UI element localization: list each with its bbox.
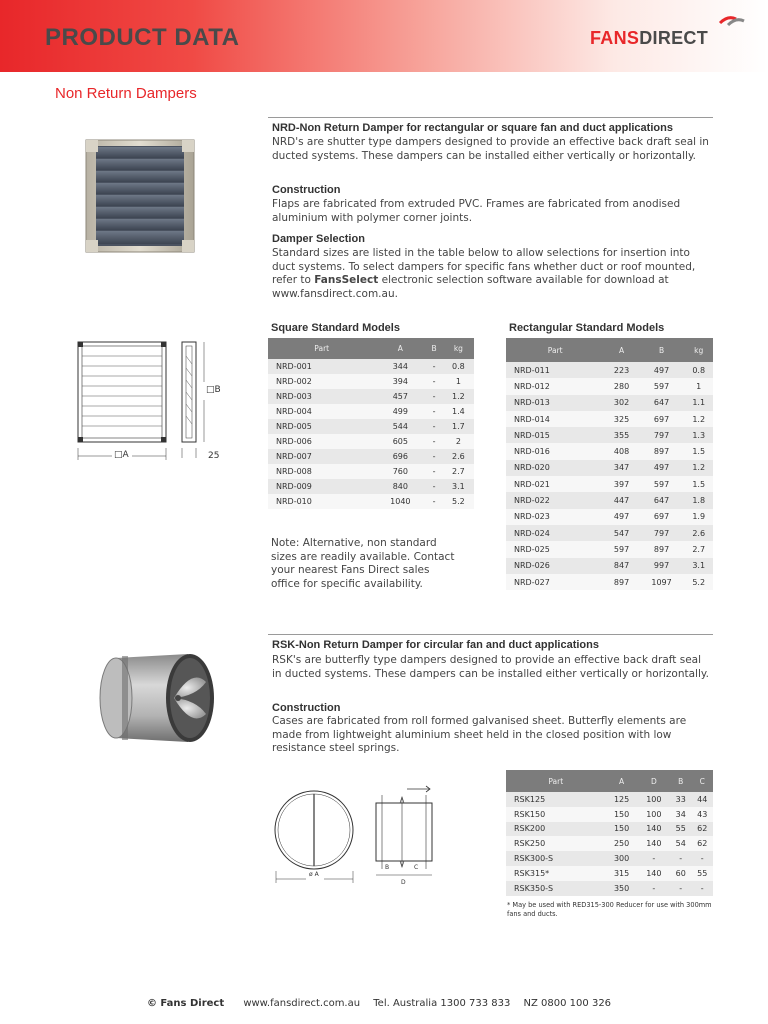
table-row xyxy=(506,822,713,837)
value-cell: 2.6 xyxy=(443,449,474,464)
value-cell: 2.7 xyxy=(684,541,713,557)
part-cell: NRD-012 xyxy=(506,378,604,394)
logo-fan-icon xyxy=(718,13,746,27)
part-cell: NRD-009 xyxy=(268,479,375,494)
nrd-intro: NRD's are shutter type dampers designed to provide an effective back draft seal in ducted systems. These dampers can be installed either vertically or horizontally. xyxy=(272,136,709,162)
col-header: kg xyxy=(684,338,713,362)
part-cell: NRD-020 xyxy=(506,460,604,476)
value-cell: 797 xyxy=(639,525,685,541)
rsk-intro: RSK's are butterfly type dampers designed to provide an effective back draft seal in ducted systems. These dampers can be installed either vertically or horizontally. xyxy=(272,654,709,680)
value-cell: 325 xyxy=(604,411,638,427)
table-row xyxy=(506,427,713,443)
value-cell: 760 xyxy=(375,464,425,479)
table-row xyxy=(268,419,474,434)
part-cell: NRD-021 xyxy=(506,476,604,492)
value-cell: 55 xyxy=(670,822,692,837)
value-cell: 43 xyxy=(691,807,713,822)
rsk-construction-text: Cases are fabricated from roll formed galvanised sheet. Butterfly elements are made from lightweight aluminium sheet held in the closed position with low resistance steel springs. xyxy=(272,715,687,755)
value-cell: 1040 xyxy=(375,494,425,509)
rsk-models-table xyxy=(506,770,713,896)
fansselect-label: FansSelect xyxy=(314,274,379,287)
part-cell: RSK125 xyxy=(506,792,605,807)
value-cell: 840 xyxy=(375,479,425,494)
table-row xyxy=(268,494,474,509)
value-cell: 33 xyxy=(670,792,692,807)
table-row xyxy=(268,389,474,404)
part-cell: NRD-024 xyxy=(506,525,604,541)
col-header: B xyxy=(670,770,692,792)
nrd-construction-text: Flaps are fabricated from extruded PVC. Frames are fabricated from anodised aluminium with polymer corner joints. xyxy=(272,198,681,224)
fans-direct-logo xyxy=(590,28,708,49)
footer xyxy=(0,998,768,1009)
value-cell: 44 xyxy=(691,792,713,807)
value-cell: 350 xyxy=(605,881,637,896)
value-cell: - xyxy=(425,494,443,509)
value-cell: 897 xyxy=(639,443,685,459)
value-cell: 394 xyxy=(375,374,425,389)
value-cell: 497 xyxy=(604,509,638,525)
value-cell: 847 xyxy=(604,558,638,574)
part-cell: NRD-004 xyxy=(268,404,375,419)
value-cell: 1.1 xyxy=(684,395,713,411)
value-cell: - xyxy=(425,374,443,389)
value-cell: 547 xyxy=(604,525,638,541)
value-cell: 140 xyxy=(638,822,670,837)
value-cell: 697 xyxy=(639,509,685,525)
value-cell: 223 xyxy=(604,362,638,378)
value-cell: 302 xyxy=(604,395,638,411)
value-cell: 1.3 xyxy=(684,427,713,443)
rsk-diagram-label-c: C xyxy=(414,864,419,871)
col-header: kg xyxy=(443,338,474,359)
value-cell: - xyxy=(691,881,713,896)
square-table-title: Square Standard Models xyxy=(271,322,400,334)
value-cell: 5.2 xyxy=(684,574,713,590)
value-cell: - xyxy=(425,479,443,494)
nrd-diagram-label-b: □B xyxy=(206,385,221,395)
value-cell: 62 xyxy=(691,822,713,837)
rsk-diagram-label-a: ø A xyxy=(309,871,319,878)
value-cell: 499 xyxy=(375,404,425,419)
logo-fans: FANS xyxy=(590,28,640,48)
table-row xyxy=(506,574,713,590)
rsk-dimension-diagram xyxy=(272,785,442,890)
value-cell: 62 xyxy=(691,836,713,851)
table-row xyxy=(506,558,713,574)
footer-phone-au: Tel. Australia 1300 733 833 xyxy=(373,998,511,1009)
selection-text-post: electronic selection software available for download at www.fansdirect.com.au. xyxy=(272,274,669,300)
value-cell: 897 xyxy=(639,541,685,557)
value-cell: 315 xyxy=(605,866,637,881)
value-cell: 344 xyxy=(375,359,425,374)
part-cell: NRD-016 xyxy=(506,443,604,459)
value-cell: 1.7 xyxy=(443,419,474,434)
col-header: Part xyxy=(506,770,605,792)
nrd-selection-text xyxy=(272,247,712,301)
col-header: B xyxy=(425,338,443,359)
value-cell: - xyxy=(425,389,443,404)
nrd-diagram-label-depth: 25 xyxy=(208,451,220,461)
table-row xyxy=(506,866,713,881)
value-cell: 497 xyxy=(639,362,685,378)
value-cell: 150 xyxy=(605,807,637,822)
value-cell: - xyxy=(425,434,443,449)
value-cell: 100 xyxy=(638,807,670,822)
value-cell: 597 xyxy=(639,378,685,394)
value-cell: 2.6 xyxy=(684,525,713,541)
nrd-selection-heading: Damper Selection xyxy=(272,233,365,245)
value-cell: 697 xyxy=(639,411,685,427)
footer-company: © Fans Direct xyxy=(146,998,225,1009)
rectangular-models-table xyxy=(506,338,713,590)
nrd-dimension-diagram xyxy=(70,338,230,466)
value-cell: 1.2 xyxy=(684,460,713,476)
part-cell: NRD-022 xyxy=(506,492,604,508)
table-row xyxy=(268,374,474,389)
value-cell: 3.1 xyxy=(684,558,713,574)
value-cell: 997 xyxy=(639,558,685,574)
rsk-damper-photo xyxy=(96,648,224,748)
value-cell: - xyxy=(670,881,692,896)
part-cell: NRD-008 xyxy=(268,464,375,479)
table-row xyxy=(268,479,474,494)
value-cell: - xyxy=(670,851,692,866)
value-cell: 1.9 xyxy=(684,509,713,525)
value-cell: 300 xyxy=(605,851,637,866)
value-cell: 408 xyxy=(604,443,638,459)
value-cell: - xyxy=(425,419,443,434)
value-cell: 397 xyxy=(604,476,638,492)
part-cell: RSK350-S xyxy=(506,881,605,896)
value-cell: 140 xyxy=(638,836,670,851)
col-header: Part xyxy=(506,338,604,362)
section-divider xyxy=(268,634,713,635)
table-row xyxy=(506,476,713,492)
part-cell: NRD-023 xyxy=(506,509,604,525)
part-cell: RSK200 xyxy=(506,822,605,837)
value-cell: 597 xyxy=(639,476,685,492)
table-row xyxy=(506,541,713,557)
value-cell: 544 xyxy=(375,419,425,434)
table-row xyxy=(268,359,474,374)
value-cell: - xyxy=(425,464,443,479)
section-divider xyxy=(268,117,713,118)
value-cell: 447 xyxy=(604,492,638,508)
value-cell: 355 xyxy=(604,427,638,443)
value-cell: 1 xyxy=(684,378,713,394)
value-cell: - xyxy=(425,449,443,464)
footer-website[interactable]: www.fansdirect.com.au xyxy=(243,998,361,1009)
footer-phone-nz: NZ 0800 100 326 xyxy=(523,998,612,1009)
table-row xyxy=(506,411,713,427)
value-cell: - xyxy=(425,404,443,419)
logo-direct: DIRECT xyxy=(639,28,709,48)
value-cell: 140 xyxy=(638,866,670,881)
col-header: C xyxy=(691,770,713,792)
part-cell: RSK315* xyxy=(506,866,605,881)
part-cell: NRD-011 xyxy=(506,362,604,378)
table-row xyxy=(506,509,713,525)
value-cell: 34 xyxy=(670,807,692,822)
value-cell: 0.8 xyxy=(443,359,474,374)
value-cell: 1.4 xyxy=(443,404,474,419)
col-header: Part xyxy=(268,338,375,359)
value-cell: 0.8 xyxy=(684,362,713,378)
table-row xyxy=(506,460,713,476)
value-cell: - xyxy=(638,881,670,896)
value-cell: - xyxy=(425,359,443,374)
value-cell: 280 xyxy=(604,378,638,394)
rsk-diagram-label-d: D xyxy=(401,879,406,886)
table-row xyxy=(506,525,713,541)
nrd-diagram-label-a: □A xyxy=(114,450,129,460)
value-cell: 250 xyxy=(605,836,637,851)
col-header: A xyxy=(605,770,637,792)
part-cell: NRD-010 xyxy=(268,494,375,509)
value-cell: 797 xyxy=(639,427,685,443)
table-row xyxy=(268,404,474,419)
table-row xyxy=(506,395,713,411)
header-title: PRODUCT DATA xyxy=(45,24,240,51)
part-cell: NRD-001 xyxy=(268,359,375,374)
table-row xyxy=(506,378,713,394)
part-cell: NRD-007 xyxy=(268,449,375,464)
table-row xyxy=(268,449,474,464)
nrd-heading: NRD-Non Return Damper for rectangular or square fan and duct applications xyxy=(272,122,673,134)
value-cell: - xyxy=(691,851,713,866)
value-cell: 2 xyxy=(443,434,474,449)
nrd-construction-heading: Construction xyxy=(272,184,341,196)
rect-table-title: Rectangular Standard Models xyxy=(509,322,665,334)
part-cell: RSK150 xyxy=(506,807,605,822)
value-cell: 497 xyxy=(639,460,685,476)
value-cell: 347 xyxy=(604,460,638,476)
col-header: A xyxy=(375,338,425,359)
table-row xyxy=(506,362,713,378)
part-cell: NRD-003 xyxy=(268,389,375,404)
value-cell: 1.5 xyxy=(684,443,713,459)
col-header: A xyxy=(604,338,638,362)
part-cell: NRD-014 xyxy=(506,411,604,427)
part-cell: NRD-002 xyxy=(268,374,375,389)
value-cell: 457 xyxy=(375,389,425,404)
value-cell: 897 xyxy=(604,574,638,590)
value-cell: 1.8 xyxy=(684,492,713,508)
value-cell: 5.2 xyxy=(443,494,474,509)
value-cell: 1.2 xyxy=(443,389,474,404)
value-cell: 1.5 xyxy=(684,476,713,492)
col-header: B xyxy=(639,338,685,362)
table-row xyxy=(268,464,474,479)
table-row xyxy=(506,492,713,508)
rsk-footnote: * May be used with RED315-300 Reducer for use with 300mm fans and ducts. xyxy=(507,901,712,918)
nrd-damper-photo xyxy=(84,138,196,254)
rsk-construction-heading: Construction xyxy=(272,702,341,714)
value-cell: 3.1 xyxy=(443,479,474,494)
table-row xyxy=(506,836,713,851)
value-cell: 1 xyxy=(443,374,474,389)
value-cell: 60 xyxy=(670,866,692,881)
value-cell: 647 xyxy=(639,395,685,411)
value-cell: - xyxy=(638,851,670,866)
table-row xyxy=(506,443,713,459)
value-cell: 100 xyxy=(638,792,670,807)
rsk-diagram-label-b: B xyxy=(385,864,390,871)
nrd-note: Note: Alternative, non standard sizes are readily available. Contact your nearest Fans Direct sales office for specific availability. xyxy=(271,537,455,590)
selection-text-pre: Standard sizes are listed in the table below to allow selections for insertion into duct systems. To select dampers for specific fans whether duct or roof mounted, refer to xyxy=(272,247,696,287)
part-cell: RSK250 xyxy=(506,836,605,851)
part-cell: NRD-006 xyxy=(268,434,375,449)
part-cell: NRD-005 xyxy=(268,419,375,434)
table-row xyxy=(506,851,713,866)
value-cell: 1097 xyxy=(639,574,685,590)
value-cell: 597 xyxy=(604,541,638,557)
square-models-table xyxy=(268,338,474,509)
col-header: D xyxy=(638,770,670,792)
value-cell: 696 xyxy=(375,449,425,464)
page-title: Non Return Dampers xyxy=(55,85,197,102)
table-row xyxy=(268,434,474,449)
value-cell: 647 xyxy=(639,492,685,508)
part-cell: NRD-013 xyxy=(506,395,604,411)
value-cell: 54 xyxy=(670,836,692,851)
value-cell: 150 xyxy=(605,822,637,837)
table-row xyxy=(506,807,713,822)
part-cell: NRD-025 xyxy=(506,541,604,557)
value-cell: 605 xyxy=(375,434,425,449)
part-cell: NRD-015 xyxy=(506,427,604,443)
part-cell: NRD-027 xyxy=(506,574,604,590)
table-row xyxy=(506,792,713,807)
value-cell: 2.7 xyxy=(443,464,474,479)
value-cell: 1.2 xyxy=(684,411,713,427)
value-cell: 125 xyxy=(605,792,637,807)
value-cell: 55 xyxy=(691,866,713,881)
part-cell: NRD-026 xyxy=(506,558,604,574)
rsk-heading: RSK-Non Return Damper for circular fan and duct applications xyxy=(272,639,599,651)
table-row xyxy=(506,881,713,896)
part-cell: RSK300-S xyxy=(506,851,605,866)
